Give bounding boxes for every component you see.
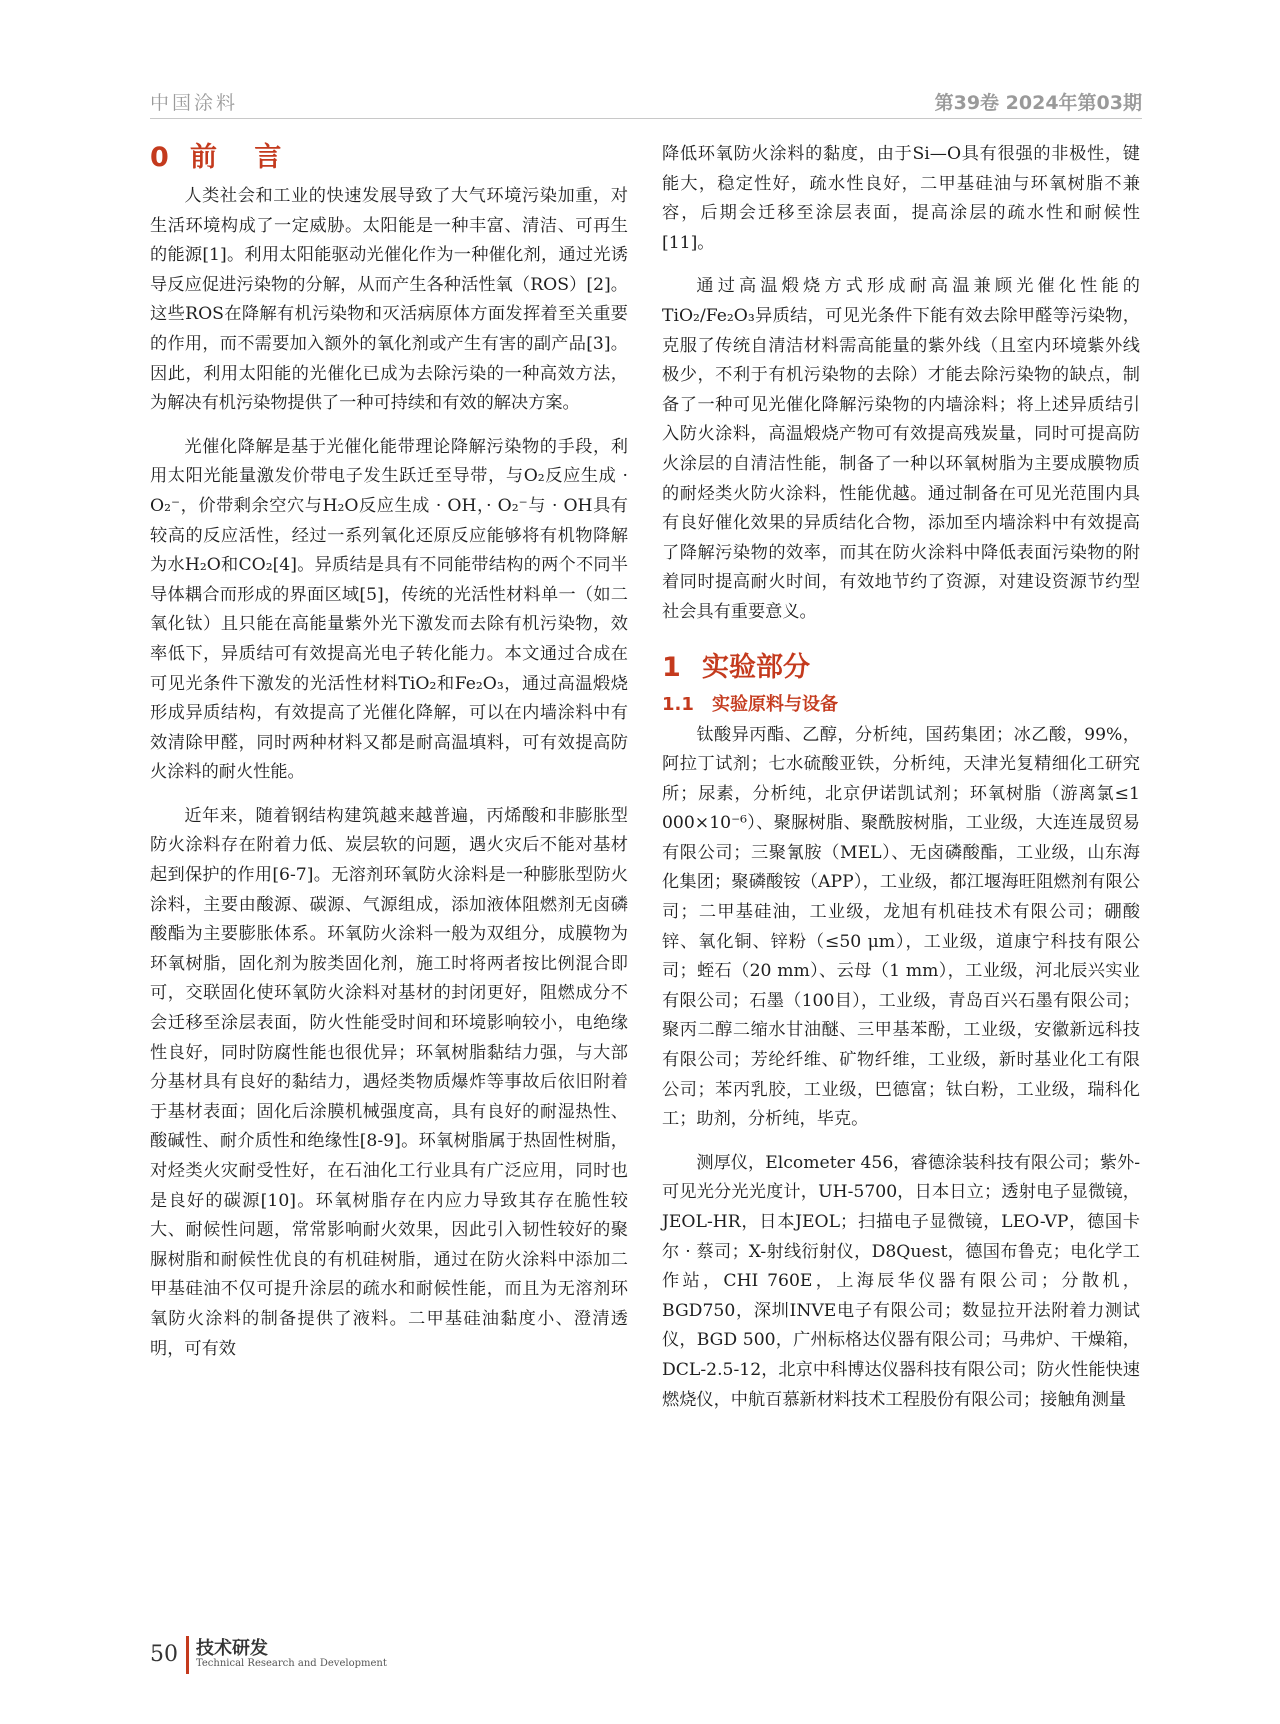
issue-info: 第39卷 2024年第03期 [934, 92, 1142, 114]
section-heading-experiment [662, 650, 1140, 686]
footer-accent-bar [186, 1636, 189, 1674]
page-number: 50 [150, 1642, 178, 1667]
body-paragraph: 光催化降解是基于光催化能带理论降解污染物的手段，利用太阳光能量激发价带电子发生跃迁至导带，与O₂反应生成 · O₂⁻，价带剩余空穴与H₂O反应生成 · OH，· O₂⁻与 · OH具有较高的反应活性，经过一系列氧化还原反应能够将有机物降解为水H₂O和CO₂[4]。异质结是具有不同能带结构的两个不同半导体耦合而形成的界面区域[5]，传统的光活性材料单一（如二氧化钛）且只能在高能量紫外光下激发而去除有机污染物，效率低下，异质结可有效提高光电子转化能力。本文通过合成在可见光条件下激发的光活性材料TiO₂和Fe₂O₃，通过高温煅烧形成异质结构，有效提高了光催化降解，可以在内墙涂料中有效清除甲醛，同时两种材料又都是耐高温填料，可有效提高防火涂料的耐火性能。 [150, 436, 628, 783]
section-title: 前 言 [190, 142, 296, 173]
body-paragraph: 通过高温煅烧方式形成耐高温兼顾光催化性能的TiO₂/Fe₂O₃异质结，可见光条件下能有效去除甲醛等污染物，克服了传统自清洁材料需高能量的紫外线（且室内环境紫外线极少，不利于有机污染物的去除）才能去除污染物的缺点，制备了一种可见光催化降解污染物的内墙涂料；将上述异质结引入防火涂料，高温煅烧产物可有效提高残炭量，同时可提高防火涂层的自清洁性能，制备了一种以环氧树脂为主要成膜物质的耐烃类火防火涂料，性能优越。通过制备在可见光范围内具有良好催化效果的异质结化合物，添加至内墙涂料中有效提高了降解污染物的效率，而其在防火涂料中降低表面污染物的附着同时提高耐火时间，有效地节约了资源，对建设资源节约型社会具有重要意义。 [662, 276, 1140, 622]
body-paragraph: 近年来，随着钢结构建筑越来越普遍，丙烯酸和非膨胀型防火涂料存在附着力低、炭层软的问题，遇火灾后不能对基材起到保护的作用[6-7]。无溶剂环氧防火涂料是一种膨胀型防火涂料，主要由酸源、碳源、气源组成，添加液体阻燃剂无卤磷酸酯为主要膨胀体系。环氧防火涂料一般为双组分，成膜物为环氧树脂，固化剂为胺类固化剂，施工时将两者按比例混合即可，交联固化使环氧防火涂料对基材的封闭更好，阻燃成分不会迁移至涂层表面，防火性能受时间和环境影响较小，电绝缘性良好，同时防腐性能也很优异；环氧树脂黏结力强，与大部分基材具有良好的黏结力，遇烃类物质爆炸等事故后依旧附着于基材表面；固化后涂膜机械强度高，具有良好的耐湿热性、酸碱性、耐介质性和绝缘性[8-9]。环氧树脂属于热固性树脂，对烃类火灾耐受性好，在石油化工行业具有广泛应用，同时也是良好的碳源[10]。环氧树脂存在内应力导致其存在脆性较大、耐候性问题，常常影响耐火效果，因此引入韧性较好的聚脲树脂和耐候性优良的有机硅树脂，通过在防火涂料中添加二甲基硅油不仅可提升涂层的疏水和耐候性能，而且为无溶剂环氧防火涂料的制备提供了液料。二甲基硅油黏度小、澄清透明，可有效 [150, 805, 628, 1359]
right-column [662, 140, 1140, 1415]
section-number: 1 [662, 651, 681, 683]
subsection-number: 1.1 [662, 693, 694, 715]
left-column [150, 140, 628, 1364]
equipment-paragraph: 测厚仪，Elcometer 456，睿德涂装科技有限公司；紫外-可见光分光光度计，UH-5700，日本日立；透射电子显微镜，JEOL-HR，日本JEOL；扫描电子显微镜，LEO-VP，德国卡尔 · 蔡司；X-射线衍射仪，D8Quest，德国布鲁克；电化学工作站，CHI 760E，上海辰华仪器有限公司；分散机，BGD750，深圳INVE电子有限公司；数显拉开法附着力测试仪，BGD 500，广州标格达仪器有限公司；马弗炉、干燥箱，DCL-2.5-12，北京中科博达仪器科技有限公司；防火性能快速燃烧仪，中航百慕新材料技术工程股份有限公司；接触角测量 [662, 1152, 1140, 1410]
footer-section-en: Technical Research and Development [196, 1658, 387, 1669]
body-paragraph: 人类社会和工业的快速发展导致了大气环境污染加重，对生活环境构成了一定威胁。太阳能是一种丰富、清洁、可再生的能源[1]。利用太阳能驱动光催化作为一种催化剂，通过光诱导反应促进污染物的分解，从而产生各种活性氧（ROS）[2]。这些ROS在降解有机污染物和灭活病原体方面发挥着至关重要的作用，而不需要加入额外的氧化剂或产生有害的副产品[3]。因此，利用太阳能的光催化已成为去除污染的一种高效方法，为解决有机污染物提供了一种可持续和有效的解决方案。 [150, 186, 628, 414]
subsection-heading [662, 692, 1140, 718]
footer-section-cn: 技术研发 [196, 1638, 268, 1659]
materials-paragraph: 钛酸异丙酯、乙醇，分析纯，国药集团；冰乙酸，99%，阿拉丁试剂；七水硫酸亚铁，分析纯，天津光复精细化工研究所；尿素，分析纯，北京伊诺凯试剂；环氧树脂（游离氯≤1 000×10⁻⁶）、聚脲树脂、聚酰胺树脂，工业级，大连连晟贸易有限公司；三聚氰胺（MEL）、无卤磷酸酯，工业级，山东海化集团；聚磷酸铵（APP），工业级，都江堰海旺阻燃剂有限公司；二甲基硅油，工业级，龙旭有机硅技术有限公司；硼酸锌、氧化铜、锌粉（≤50 μm），工业级，道康宁科技有限公司；蛭石（20 mm）、云母（1 mm），工业级，河北辰兴实业有限公司；石墨（100目），工业级，青岛百兴石墨有限公司；聚丙二醇二缩水甘油醚、三甲基苯酚，工业级，安徽新远科技有限公司；芳纶纤维、矿物纤维，工业级，新时基业化工有限公司；苯丙乳胶，工业级，巴德富；钛白粉，工业级，瑞科化工；助剂，分析纯，毕克。 [662, 724, 1140, 1130]
header-rule [150, 118, 1142, 119]
subsection-title: 实验原料与设备 [712, 693, 838, 715]
running-header [150, 88, 1142, 122]
journal-name: 中国涂料 [150, 92, 239, 114]
section-number: 0 [150, 142, 169, 173]
section-title: 实验部分 [702, 651, 810, 683]
continued-paragraph: 降低环氧防火涂料的黏度，由于Si—O具有很强的非极性，键能大，稳定性好，疏水性良好，二甲基硅油与环氧树脂不兼容，后期会迁移至涂层表面，提高涂层的疏水性和耐候性[11]。 [662, 144, 1140, 253]
section-heading-intro [150, 140, 628, 176]
